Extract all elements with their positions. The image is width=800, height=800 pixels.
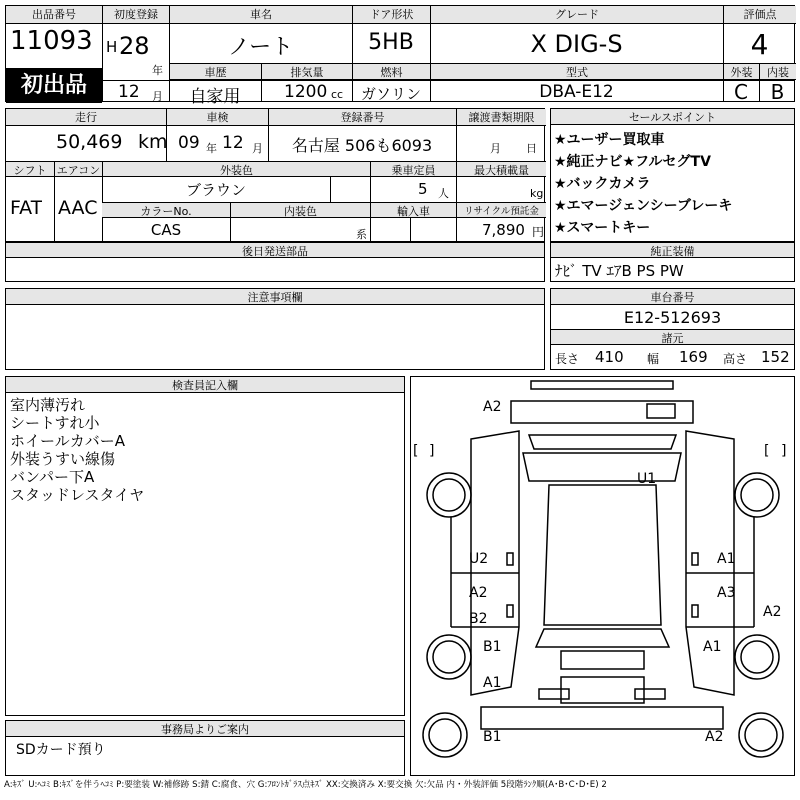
- mileage-header: 走行: [6, 109, 166, 126]
- first-registration-year-unit: 年: [152, 64, 163, 77]
- sales-point-item: ★純正ナビ★フルセグTV: [554, 154, 711, 170]
- lot-number-header: 出品番号: [6, 6, 102, 24]
- inspector-notes-list: [10, 396, 144, 504]
- color-number: CAS: [150, 221, 182, 239]
- car-outline-diagram: [411, 377, 794, 775]
- grade: X DIG-S: [530, 30, 623, 58]
- damage-right-rear-door: A3: [717, 585, 736, 601]
- inspector-note: バンパー下A: [10, 468, 95, 486]
- inspector-notes-header: 検査員記入欄: [6, 377, 404, 393]
- recycle-deposit-unit: 円: [532, 225, 545, 239]
- door-type: 5HB: [368, 30, 414, 55]
- lot-number: 11093: [10, 26, 93, 56]
- grade-header: グレード: [430, 6, 723, 24]
- max-load-unit: kg: [530, 187, 544, 200]
- max-load-header: 最大積載量: [456, 161, 546, 177]
- model-code-header: 型式: [430, 63, 723, 80]
- damage-diagram: [410, 376, 795, 776]
- damage-right-rear-fender: A1: [703, 639, 722, 655]
- damage-left-rear-door-b: B2: [469, 611, 488, 627]
- sales-points-list: [554, 129, 732, 239]
- car-name: ノート: [227, 35, 294, 60]
- sales-points-header: セールスポイント: [551, 109, 794, 125]
- sales-points-box: [550, 108, 795, 242]
- svg-text:]: ]: [429, 443, 435, 459]
- capacity-header: 乗車定員: [370, 161, 456, 177]
- inspector-note: シートすれ小: [10, 414, 100, 432]
- inspection-year-unit: 年: [206, 142, 217, 155]
- transfer-deadline-header: 譲渡書類期限: [456, 109, 546, 126]
- damage-code-legend: A:ｷｽﾞ U:ﾍｺﾐ B:ｷｽﾞを伴うﾍｺﾐ P:要塗装 W:補修跡 S:錆 C:腐食、穴 G:ﾌﾛﾝﾄｶﾞﾗｽ点ｷｽﾞ XX:交換済み X:要交換 欠:欠品 内・外装評価 5段階ﾗﾝｸ順(A･B･C･D･E) 2: [4, 780, 607, 790]
- exterior-score-header: 外装: [723, 63, 759, 80]
- model-code: DBA-E12: [539, 82, 614, 102]
- inspection-month-unit: 月: [252, 142, 263, 155]
- damage-roof: U1: [637, 471, 657, 487]
- aircon-header: エアコン: [54, 161, 102, 177]
- recycle-deposit-header: リサイクル預託金: [456, 202, 546, 218]
- width-label: 幅: [647, 352, 660, 366]
- damage-front-bumper: A2: [483, 399, 502, 415]
- first-registration-month-unit: 月: [152, 90, 163, 103]
- displacement-header: 排気量: [261, 63, 352, 80]
- equipment-header: 純正装備: [551, 242, 794, 258]
- damage-left-quarter: B1: [483, 639, 502, 655]
- length-label: 長さ: [555, 352, 580, 366]
- inspector-note: ホイールカバーA: [10, 432, 125, 450]
- first-registration-era: H: [106, 38, 118, 56]
- vehicle-height: 152: [761, 348, 790, 366]
- damage-right-quarter: A2: [763, 604, 782, 620]
- sales-point-item: ★ユーザー買取車: [554, 132, 665, 148]
- inspection-month: 12: [222, 133, 244, 153]
- fuel-header: 燃料: [352, 63, 430, 80]
- fuel-type: ガソリン: [360, 85, 421, 103]
- transfer-day-unit: 日: [526, 142, 537, 155]
- later-parts-box: [5, 242, 545, 282]
- vehicle-info-grid: [5, 5, 795, 107]
- shift-type: FAT: [10, 197, 43, 219]
- specs-header: 諸元: [551, 329, 794, 345]
- notes-header: 注意事項欄: [6, 289, 544, 305]
- sales-point-item: ★エマージェンシーブレーキ: [554, 198, 733, 214]
- damage-rear-bumper-right: A2: [705, 729, 724, 745]
- mileage-unit: km: [138, 131, 168, 153]
- vehicle-history: 自家用: [189, 87, 241, 107]
- svg-text:]: ]: [781, 443, 787, 459]
- exterior-color-header: 外装色: [102, 161, 370, 177]
- office-notice-box: [5, 720, 405, 776]
- interior-score-header: 内装: [759, 63, 796, 80]
- exterior-score: C: [734, 80, 748, 104]
- svg-text:[: [: [413, 443, 419, 459]
- shift-header: シフト: [6, 161, 54, 177]
- vehicle-length: 410: [595, 348, 624, 366]
- interior-color-unit: 系: [356, 228, 367, 241]
- plate-header: 登録番号: [268, 109, 456, 126]
- damage-right-front-door: A1: [717, 551, 736, 567]
- chassis-number: E12-512693: [623, 308, 722, 327]
- damage-rear-bumper-left: B1: [483, 729, 502, 745]
- seating-capacity: 5: [418, 180, 428, 198]
- inspection-year: 09: [178, 133, 200, 153]
- damage-left-rear-fender: A1: [483, 675, 502, 691]
- displacement: 1200: [284, 82, 328, 102]
- capacity-unit: 人: [438, 187, 449, 200]
- svg-text:[: [: [764, 443, 770, 459]
- car-name-header: 車名: [169, 6, 352, 24]
- factory-equipment: ﾅﾋﾞ TV ｴｱB PS PW: [555, 262, 684, 280]
- vehicle-width: 169: [679, 348, 708, 366]
- displacement-unit: cc: [331, 88, 344, 101]
- interior-score: B: [770, 80, 785, 104]
- chassis-box: [550, 288, 795, 370]
- history-header: 車歴: [169, 63, 261, 80]
- inspector-note: 外装うすい線傷: [10, 450, 116, 468]
- chassis-header: 車台番号: [551, 289, 794, 305]
- first-listing-badge: 初出品: [6, 68, 102, 103]
- equipment-box: [550, 242, 795, 282]
- damage-left-front-door: U2: [469, 551, 489, 567]
- height-label: 高さ: [723, 352, 748, 366]
- door-type-header: ドア形状: [352, 6, 430, 24]
- score-header: 評価点: [723, 6, 796, 24]
- overall-score: 4: [750, 28, 769, 61]
- detail-grid: [5, 108, 545, 242]
- office-notice: SDカード預り: [16, 742, 106, 758]
- exterior-color: ブラウン: [185, 181, 246, 199]
- first-registration-header: 初度登録: [102, 6, 169, 24]
- first-registration-year: 28: [119, 32, 150, 60]
- notes-box: [5, 288, 545, 370]
- later-parts-header: 後日発送部品: [6, 242, 544, 258]
- registration-plate: 名古屋 506も6093: [291, 136, 433, 155]
- inspection-header: 車検: [166, 109, 268, 126]
- inspector-note: スタッドレスタイヤ: [10, 486, 145, 504]
- import-header: 輸入車: [370, 202, 456, 218]
- office-notice-header: 事務局よりご案内: [6, 721, 404, 737]
- aircon-type: AAC: [58, 197, 98, 219]
- interior-color-header: 内装色: [230, 202, 370, 218]
- inspector-note: 室内薄汚れ: [10, 396, 86, 414]
- sales-point-item: ★バックカメラ: [554, 176, 651, 192]
- damage-left-rear-door-a: A2: [469, 585, 488, 601]
- transfer-month-unit: 月: [490, 142, 501, 155]
- recycle-deposit: 7,890: [482, 221, 525, 239]
- mileage: 50,469: [56, 131, 123, 153]
- inspector-notes-box: [5, 376, 405, 716]
- color-number-header: カラーNo.: [102, 202, 230, 218]
- sales-point-item: ★スマートキー: [554, 220, 651, 236]
- first-registration-month: 12: [118, 82, 140, 102]
